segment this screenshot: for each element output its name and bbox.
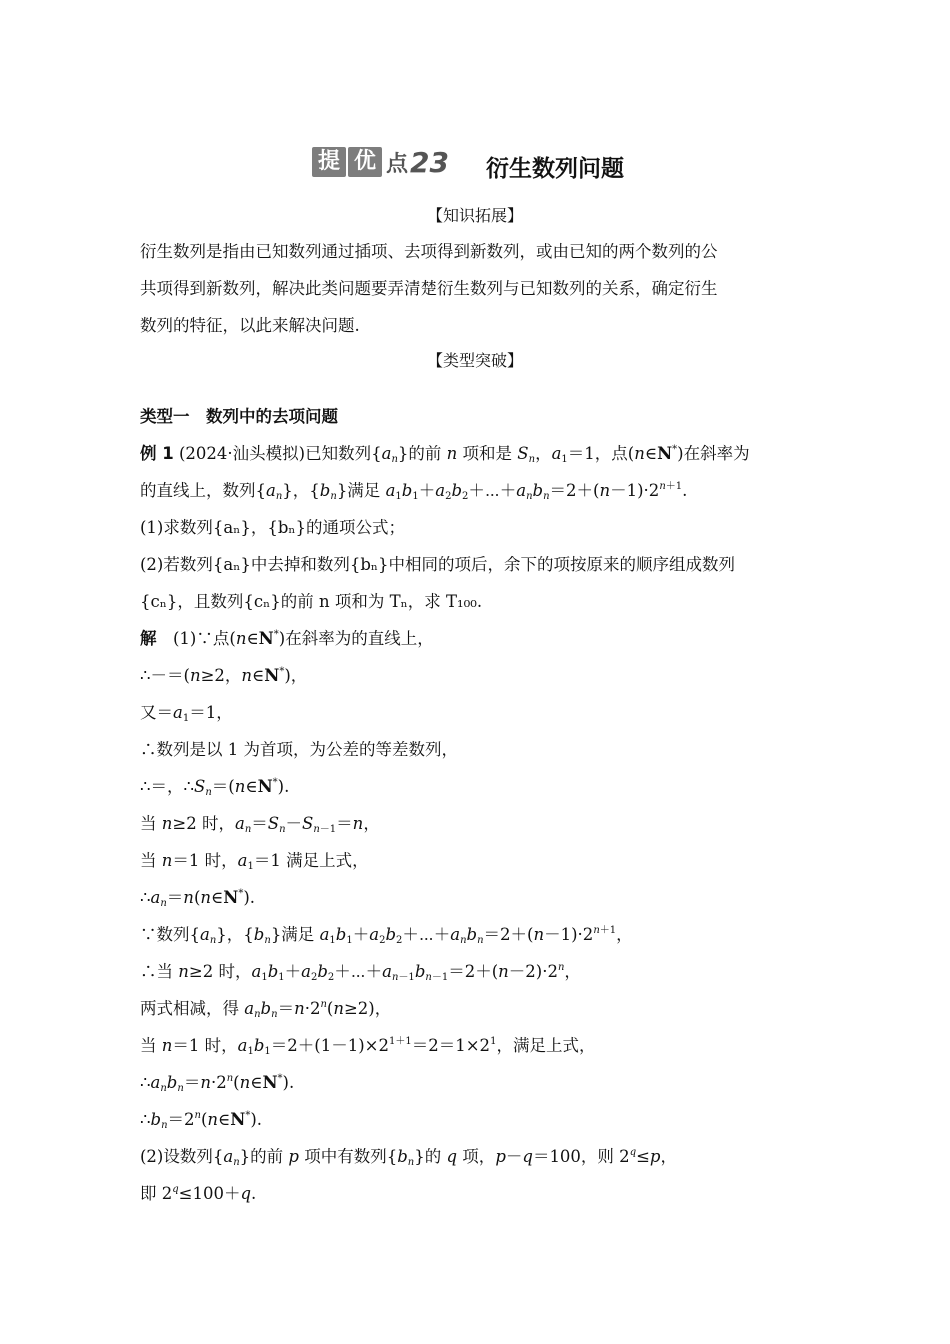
solution-line-2: ∴－＝(n≥2，n∈N*)， <box>140 666 308 685</box>
example-source: (2024·汕头模拟) <box>178 444 306 463</box>
solution-line-10: ∴当 n≥2 时，$a_1b_1+a_2b_2+\cdots+a_{n-1}b_{n-1}=2+(n-2)\cdot 2^n$， <box>140 962 581 983</box>
badge-number: 23 <box>410 145 449 179</box>
knowledge-line-1: 衍生数列是指由已知数列通过插项、去项得到新数列，或由已知的两个数列的公 <box>140 242 718 261</box>
badge-char-3: 点 <box>386 151 409 177</box>
solution-line-16: 即 $2^q\le 100+q$. <box>140 1184 257 1203</box>
solution-line-3: 又$=a_1=1$， <box>140 703 233 724</box>
example-line-1: 例 1 (2024·汕头模拟)已知数列$\{a_n\}$的前 n 项和是 $S_n$，$a_1=1$，点(n∈N*)在斜率为 <box>140 444 750 465</box>
example-question-2a: (2)若数列{aₙ}中去掉和数列{bₙ}中相同的项后，余下的项按原来的顺序组成数列 <box>140 555 736 574</box>
type-1-title: 类型一 数列中的去项问题 <box>140 407 338 426</box>
knowledge-heading: 【知识拓展】 <box>426 206 523 225</box>
page-title: 衍生数列问题 <box>486 156 624 182</box>
solution-line-1: 解 (1)∵点(n∈N*)在斜率为的直线上， <box>140 629 434 648</box>
solution-line-14: $\therefore b_n=2^n(n\in N^*)$. <box>140 1110 263 1131</box>
types-heading: 【类型突破】 <box>426 351 523 370</box>
solution-line-8: $\therefore a_n=n(n\in N^*)$. <box>140 888 256 909</box>
solution-line-9: ∵数列$\{a_n\}$，$\{b_n\}$满足 $a_1b_1+a_2b_2+\cdots+a_nb_n=2+(n-1)\cdot 2^{n+1}$， <box>140 925 633 946</box>
example-question-2b: {cₙ}，且数列{cₙ}的前 n 项和为 Tₙ，求 T₁₀₀. <box>140 592 483 611</box>
section-badge <box>312 146 449 178</box>
solution-line-13: $\therefore a_nb_n=n\cdot 2^n(n\in N^*)$. <box>140 1073 295 1094</box>
knowledge-line-3: 数列的特征，以此来解决问题. <box>140 316 360 335</box>
solution-line-4: ∴数列是以 1 为首项，为公差的等差数列， <box>140 740 458 759</box>
example-line-2: 的直线上，数列$\{a_n\}$，$\{b_n\}$满足 $a_1b_1+a_2b_2+\cdots+a_nb_n=2+(n-1)\cdot 2^{n+1}$. <box>140 481 688 502</box>
badge-char-1: 提 <box>312 147 346 177</box>
solution-line-5: ∴＝，$\therefore S_n=(n\in N^*)$. <box>140 777 290 798</box>
example-question-1: (1)求数列{aₙ}，{bₙ}的通项公式； <box>140 518 406 537</box>
solution-line-6: 当 n≥2 时，$a_n=S_n-S_{n-1}=n$， <box>140 814 380 835</box>
solution-line-11: 两式相减，得 $a_nb_n=n\cdot 2^n(n\ge 2)$， <box>140 999 392 1020</box>
solution-line-7: 当 n＝1 时，$a_1=1$ 满足上式， <box>140 851 369 872</box>
solution-line-12: 当 n＝1 时，$a_1b_1=2+(1-1)\times 2^{1+1}=2=1\times 2^1$，满足上式， <box>140 1036 596 1057</box>
example-label: 例 1 <box>140 444 174 463</box>
solution-line-15: (2)设数列$\{a_n\}$的前 p 项中有数列$\{b_n\}$的 q 项，p－q＝100，则 $2^q\le p$， <box>140 1147 677 1168</box>
title-row <box>0 142 950 186</box>
badge-char-2: 优 <box>348 147 382 177</box>
knowledge-line-2: 共项得到新数列，解决此类问题要弄清楚衍生数列与已知数列的关系，确定衍生 <box>140 279 718 298</box>
solution-label: 解 <box>140 629 157 648</box>
